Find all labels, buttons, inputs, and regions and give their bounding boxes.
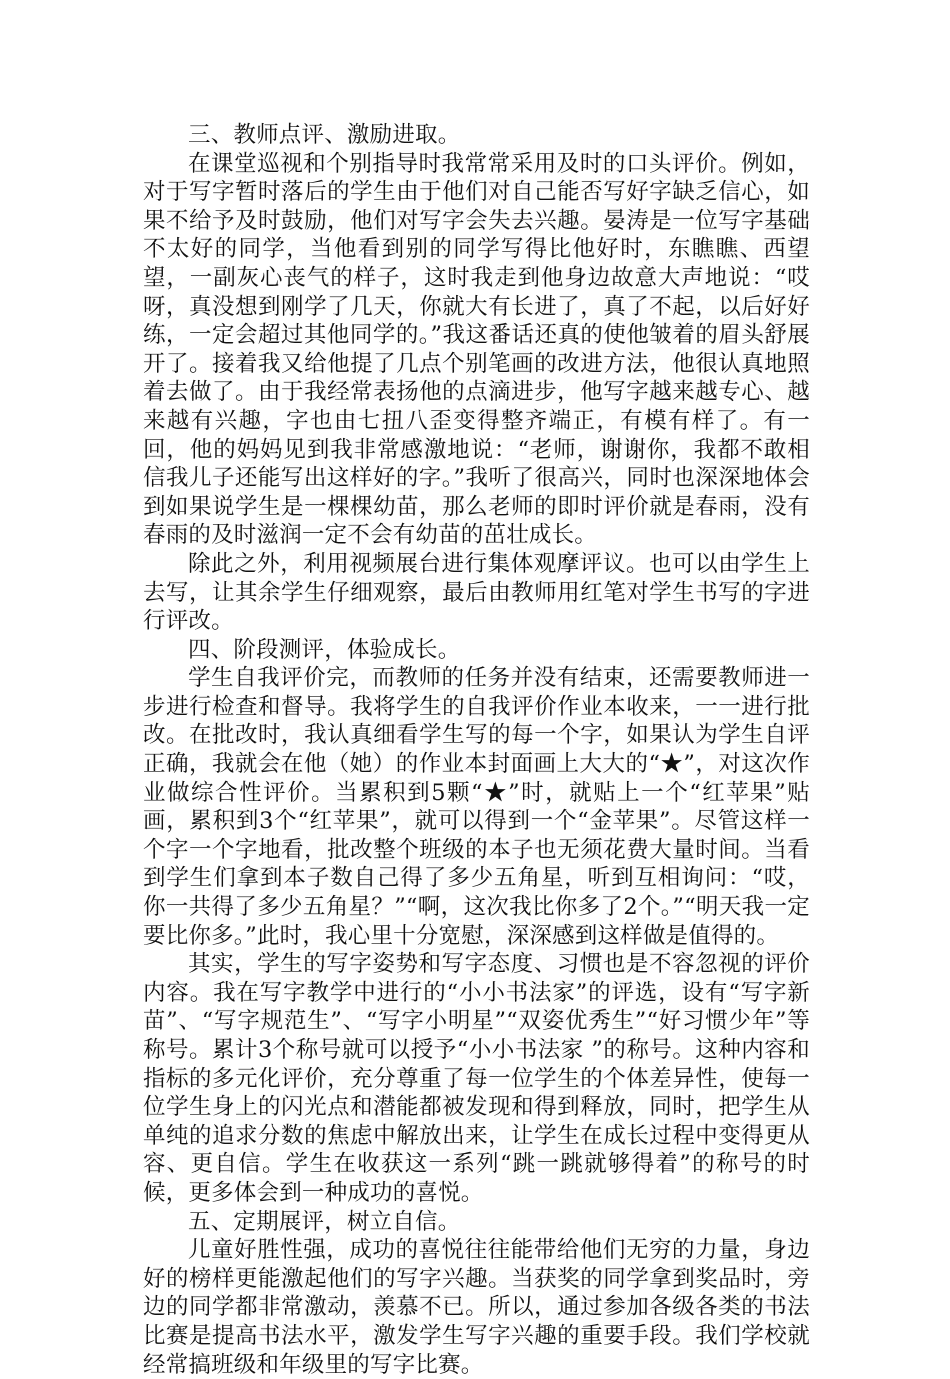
paragraph-calligrapher-award: 其实，学生的写字姿势和写字态度、习惯也是不容忽视的评价内容。我在写字教学中进行的“小小书法家”的评选，设有“写字新苗”、“写字规范生”、“写字小明星”“双姿优秀生”“好习惯少年”等称号。累计3个称号就可以授予“小小书法家 ”的称号。这种内容和指标的多元化评价，充分尊重了每一位学生的个体差异性，使每一位学生身上的闪光点和潜能都被发现和得到释放，同时，把学生从单纯的追求分数的焦虑中解放出来，让学生在成长过程中变得更从容、更自信。学生在收获这一系列“跳一跳就够得着”的称号的时候，更多体会到一种成功的喜悦。 xyxy=(143,951,810,1206)
paragraph-competition: 儿童好胜性强，成功的喜悦往往能带给他们无穷的力量，身边好的榜样更能激起他们的写字兴趣。当获奖的同学拿到奖品时，旁边的同学都非常激动，羡慕不已。所以，通过参加各级各类的书法比赛是提高书法水平，激发学生写字兴趣的重要手段。我们学校就经常搞班级和年级里的写字比赛。 xyxy=(143,1237,810,1378)
section-heading-regular-exhibition: 五、定期展评，树立自信。 xyxy=(188,1208,461,1235)
document-body xyxy=(143,121,810,1379)
paragraph-oral-evaluation: 在课堂巡视和个别指导时我常常采用及时的口头评价。例如，对于写字暂时落后的学生由于他们对自己能否写好字缺乏信心，如果不给予及时鼓励，他们对写字会失去兴趣。晏涛是一位写字基础不太好的同学，当他看到别的同学写得比他好时，东瞧瞧、西望望，一副灰心丧气的样子，这时我走到他身边故意大声地说：“哎呀，真没想到刚学了几天，你就大有长进了，真了不起，以后好好练，一定会超过其他同学的。”我这番话还真的使他皱着的眉头舒展开了。接着我又给他提了几点个别笔画的改进方法，他很认真地照着去做了。由于我经常表扬他的点滴进步，他写字越来越专心、越来越有兴趣，字也由七扭八歪变得整齐端正，有模有样了。有一回，他的妈妈见到我非常感激地说：“老师，谢谢你，我都不敢相信我儿子还能写出这样好的字。”我听了很高兴，同时也深深地体会到如果说学生是一棵棵幼苗，那么老师的即时评价就是春雨，没有春雨的及时滋润一定不会有幼苗的茁壮成长。 xyxy=(143,150,810,549)
section-heading-teacher-comment: 三、教师点评、激励进取。 xyxy=(188,122,461,148)
section-heading-stage-assessment: 四、阶段测评，体验成长。 xyxy=(188,636,461,663)
paragraph-video-review: 除此之外，利用视频展台进行集体观摩评议。也可以由学生上去写，让其余学生仔细观察，最后由教师用红笔对学生书写的字进行评改。 xyxy=(143,550,810,635)
paragraph-self-evaluation: 学生自我评价完，而教师的任务并没有结束，还需要教师进一步进行检查和督导。我将学生的自我评价作业本收来，一一进行批改。在批改时，我认真细看学生写的每一个字，如果认为学生自评正确，我就会在他（她）的作业本封面画上大大的“★”，对这次作业做综合性评价。当累积到5颗“★”时，就贴上一个“红苹果”贴画，累积到3个“红苹果”，就可以得到一个“金苹果”。尽管这样一个字一个字地看，批改整个班级的本子也无须花费大量时间。当看到学生们拿到本子数自己得了多少五角星，听到互相询问：“哎，你一共得了多少五角星？”“啊，这次我比你多了2个。”“明天我一定要比你多。”此时，我心里十分宽慰，深深感到这样做是值得的。 xyxy=(143,665,810,949)
